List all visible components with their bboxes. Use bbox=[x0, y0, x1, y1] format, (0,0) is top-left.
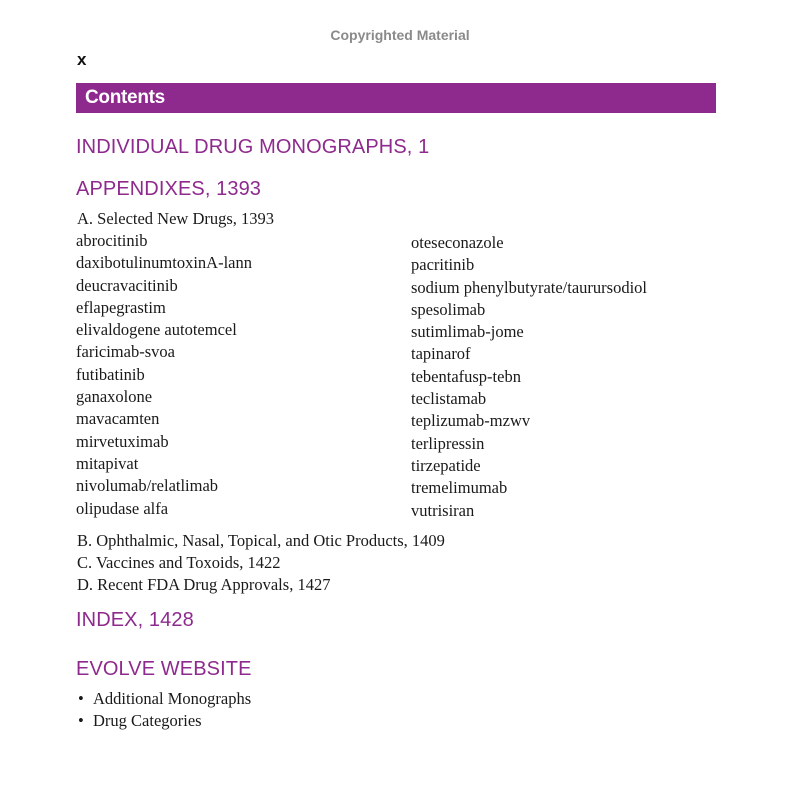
drug-entry: faricimab-svoa bbox=[76, 342, 175, 362]
drug-entry: olipudase alfa bbox=[76, 498, 169, 518]
drug-entry: futibatinib bbox=[76, 364, 145, 384]
banner-title: Contents bbox=[85, 87, 165, 108]
appendix-c-item: C. Vaccines and Toxoids, 1422 bbox=[77, 553, 281, 572]
drug-entry: sutimlimab-jome bbox=[411, 322, 524, 342]
heading-index: INDEX, 1428 bbox=[76, 609, 194, 631]
evolve-item-label: Additional Monographs bbox=[93, 689, 252, 708]
drug-entry: pacritinib bbox=[411, 255, 475, 275]
drug-entry: tremelimumab bbox=[411, 478, 508, 498]
drug-entry: vutrisiran bbox=[411, 500, 475, 520]
drug-entry: tebentafusp-tebn bbox=[411, 366, 521, 386]
appendix-a-right-column bbox=[411, 233, 647, 523]
appendix-a-left-column bbox=[76, 231, 252, 521]
copyright-watermark: Copyrighted Material bbox=[330, 27, 470, 43]
drug-entry: oteseconazole bbox=[411, 233, 504, 252]
drug-entry: deucravacitinib bbox=[76, 275, 178, 295]
drug-entry: nivolumab/relatlimab bbox=[76, 476, 219, 496]
evolve-list-item bbox=[78, 689, 251, 709]
bullet-icon: • bbox=[78, 689, 84, 708]
appendix-d-item: D. Recent FDA Drug Approvals, 1427 bbox=[77, 575, 331, 594]
drug-entry: mavacamten bbox=[76, 409, 160, 429]
heading-monographs: INDIVIDUAL DRUG MONOGRAPHS, 1 bbox=[76, 136, 430, 158]
evolve-list-item bbox=[78, 711, 202, 731]
heading-evolve: EVOLVE WEBSITE bbox=[76, 658, 252, 680]
contents-banner bbox=[76, 83, 716, 113]
evolve-item-label: Drug Categories bbox=[93, 711, 202, 730]
drug-entry: tapinarof bbox=[411, 344, 471, 364]
page-number: x bbox=[77, 50, 87, 69]
appendix-b-item: B. Ophthalmic, Nasal, Topical, and Otic Products, 1409 bbox=[77, 531, 445, 550]
drug-entry: teplizumab-mzwv bbox=[411, 411, 531, 431]
drug-entry: mirvetuximab bbox=[76, 431, 169, 451]
drug-entry: daxibotulinumtoxinA-lann bbox=[76, 253, 252, 273]
drug-entry: sodium phenylbutyrate/taurursodiol bbox=[411, 277, 648, 297]
drug-entry: mitapivat bbox=[76, 453, 139, 473]
drug-entry: ganaxolone bbox=[76, 387, 153, 407]
drug-entry: teclistamab bbox=[411, 389, 487, 409]
drug-entry: elivaldogene autotemcel bbox=[76, 320, 237, 340]
drug-entry: spesolimab bbox=[411, 299, 486, 319]
drug-entry: eflapegrastim bbox=[76, 297, 166, 317]
drug-entry: terlipressin bbox=[411, 433, 485, 453]
bullet-icon: • bbox=[78, 711, 84, 730]
heading-appendixes: APPENDIXES, 1393 bbox=[76, 178, 262, 200]
drug-entry: tirzepatide bbox=[411, 455, 481, 475]
appendix-a-title: A. Selected New Drugs, 1393 bbox=[77, 209, 275, 228]
drug-entry: abrocitinib bbox=[76, 231, 148, 250]
